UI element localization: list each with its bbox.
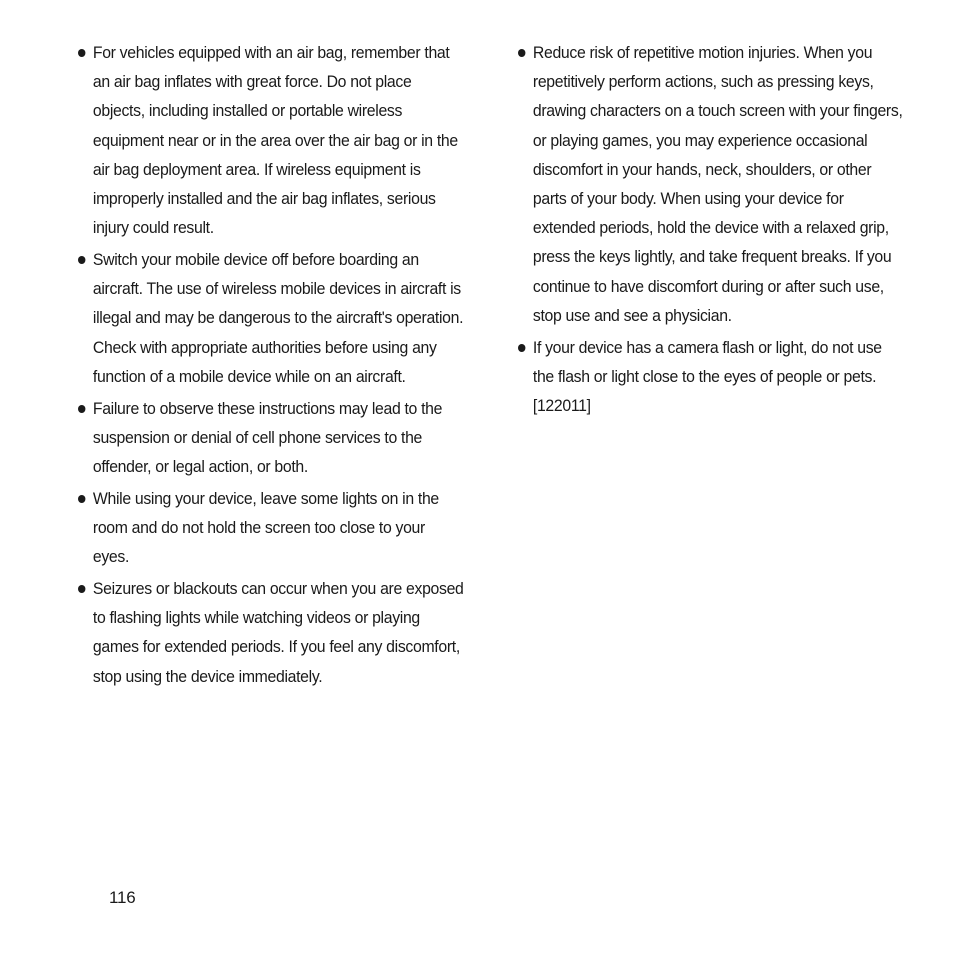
bullet-item-failure [78, 394, 465, 482]
bullet-item-repetitive-motion [518, 38, 905, 330]
bullet-icon [518, 49, 525, 57]
bullet-icon [78, 495, 85, 503]
bullet-text: While using your device, leave some lights on in the room and do not hold the screen too close to your eyes. [92, 488, 439, 567]
right-bullet-list [518, 38, 910, 420]
bullet-text: Seizures or blackouts can occur when you are exposed to flashing lights while watching videos or playing games for extended periods. If you feel any discomfort, stop using the device immediately. [92, 579, 464, 686]
page-number: 116 [109, 888, 136, 907]
bullet-icon [78, 585, 85, 593]
right-column [518, 38, 910, 423]
bullet-item-air-bag [78, 38, 465, 242]
bullet-icon [78, 256, 85, 264]
bullet-text: Reduce risk of repetitive motion injuries. When you repetitively perform actions, such as pressing keys, drawing characters on a touch screen with your fingers, or playing games, you may experience occasional discomfort in your hands, neck, shoulders, or other parts of your body. When using your device for extended periods, hold the device with a relaxed grip, press the keys lightly, and take frequent breaks. If you continue to have discomfort during or after such use, stop use and see a physician. [532, 43, 903, 325]
bullet-icon [78, 49, 85, 57]
bullet-icon [78, 405, 85, 413]
bullet-text: Failure to observe these instructions may lead to the suspension or denial of cell phone services to the offender, or legal action, or both. [92, 398, 443, 477]
bullet-text: Switch your mobile device off before boarding an aircraft. The use of wireless mobile devices in aircraft is illegal and may be dangerous to the aircraft's operation. Check with appropriate authorities before using any function of a mobile device while on an aircraft. [92, 250, 464, 386]
left-column [78, 38, 470, 693]
bullet-text: If your device has a camera flash or light, do not use the flash or light close to the eyes of people or pets. [122011] [532, 337, 882, 416]
bullet-text: For vehicles equipped with an air bag, remember that an air bag inflates with great force. Do not place objects, including installed or portable wireless equipment near or in the area over the air bag or in the air bag deployment area. If wireless equipment is improperly installed and the air bag inflates, serious injury could result. [92, 43, 458, 238]
bullet-item-camera-flash [518, 333, 905, 421]
left-bullet-list [78, 38, 470, 691]
bullet-item-seizures [78, 574, 465, 691]
bullet-icon [518, 344, 525, 352]
bullet-item-aircraft [78, 245, 465, 391]
bullet-item-lights [78, 484, 465, 572]
